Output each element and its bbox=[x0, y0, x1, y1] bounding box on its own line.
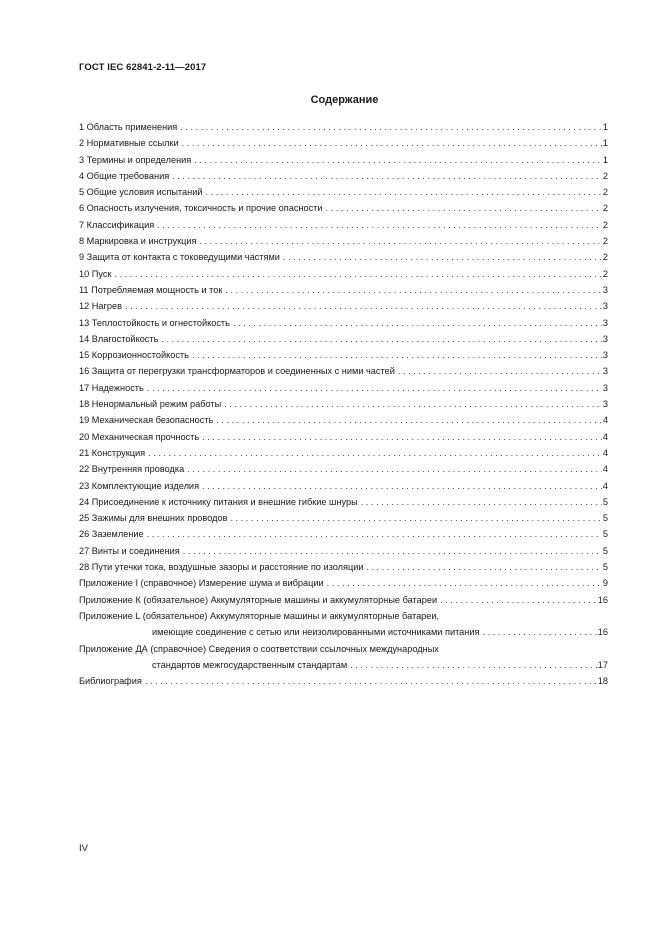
dot-leader bbox=[114, 266, 601, 282]
dot-leader bbox=[230, 510, 601, 526]
dot-leader bbox=[361, 494, 602, 510]
dot-leader bbox=[147, 526, 602, 542]
dot-leader bbox=[182, 135, 602, 151]
toc-page-number: 3 bbox=[602, 399, 608, 410]
dot-leader bbox=[225, 282, 601, 298]
toc-entry[interactable] bbox=[79, 559, 608, 575]
toc-entry[interactable] bbox=[79, 429, 608, 445]
toc-page-number: 4 bbox=[602, 464, 608, 475]
toc-entry-row bbox=[79, 217, 608, 233]
dot-leader bbox=[187, 461, 602, 477]
toc-entry-title: 18 Ненормальный режим работы bbox=[79, 399, 222, 410]
toc-entry-title: 23 Комплектующие изделия bbox=[79, 480, 200, 491]
toc-entry[interactable] bbox=[79, 347, 608, 363]
dot-leader bbox=[202, 478, 602, 494]
toc-entry-title: 22 Внутренняя проводка bbox=[79, 464, 185, 475]
toc-entry-title: 10 Пуск bbox=[79, 268, 112, 279]
dot-leader bbox=[148, 445, 602, 461]
toc-entry-row bbox=[79, 200, 608, 216]
toc-entry-row bbox=[79, 347, 608, 363]
toc-entry-title: 17 Надежность bbox=[79, 382, 144, 393]
toc-entry[interactable] bbox=[79, 119, 608, 135]
toc-entry[interactable] bbox=[79, 315, 608, 331]
dot-leader bbox=[157, 217, 602, 233]
document-code-header: ГОСТ IEC 62841-2-11—2017 bbox=[79, 62, 207, 73]
toc-page-number: 3 bbox=[602, 350, 608, 361]
toc-page-number: 9 bbox=[602, 578, 608, 589]
dot-leader bbox=[205, 184, 601, 200]
toc-entry[interactable] bbox=[79, 217, 608, 233]
toc-entry-row bbox=[79, 412, 608, 428]
dot-leader bbox=[233, 315, 602, 331]
toc-entry-title: 21 Конструкция bbox=[79, 447, 146, 458]
toc-entry-title: 13 Теплостойкость и огнестойкость bbox=[79, 317, 230, 328]
toc-page-number: 16 bbox=[597, 594, 608, 605]
dot-leader bbox=[350, 657, 597, 673]
toc-entry-title: Библиография bbox=[79, 676, 142, 687]
toc-page-number: 3 bbox=[602, 317, 608, 328]
toc-entry[interactable] bbox=[79, 200, 608, 216]
toc-page-number: 5 bbox=[602, 545, 608, 556]
toc-page-number: 2 bbox=[602, 252, 608, 263]
toc-entry-row bbox=[79, 657, 608, 673]
toc-entry-title: Приложение К (обязательное) Аккумуляторные машины и аккумуляторные батареи bbox=[79, 594, 438, 605]
dot-leader bbox=[192, 347, 602, 363]
toc-entry-row bbox=[79, 673, 608, 689]
toc-page-number: 2 bbox=[602, 236, 608, 247]
dot-leader bbox=[172, 168, 602, 184]
toc-entry[interactable] bbox=[79, 233, 608, 249]
toc-entry-row bbox=[79, 526, 608, 542]
toc-entry[interactable] bbox=[79, 363, 608, 379]
toc-entry-row bbox=[79, 510, 608, 526]
toc-entry[interactable] bbox=[79, 266, 608, 282]
toc-entry-row bbox=[79, 363, 608, 379]
toc-page-number: 4 bbox=[602, 480, 608, 491]
toc-page-number: 17 bbox=[597, 659, 608, 670]
toc-entry[interactable] bbox=[79, 282, 608, 298]
dot-leader bbox=[366, 559, 601, 575]
toc-page-number: 2 bbox=[602, 219, 608, 230]
toc-entry[interactable] bbox=[79, 135, 608, 151]
dot-leader bbox=[125, 298, 602, 314]
toc-page-number: 1 bbox=[602, 138, 608, 149]
toc-entry[interactable] bbox=[79, 526, 608, 542]
toc-entry-row bbox=[79, 575, 608, 591]
toc-entry[interactable] bbox=[79, 445, 608, 461]
toc-page-number: 5 bbox=[602, 529, 608, 540]
dot-leader bbox=[147, 380, 602, 396]
toc-entry-row bbox=[79, 494, 608, 510]
toc-entry-title: 27 Винты и соединения bbox=[79, 545, 180, 556]
toc-entry[interactable] bbox=[79, 608, 608, 641]
dot-leader bbox=[183, 543, 602, 559]
toc-entry[interactable] bbox=[79, 478, 608, 494]
toc-page-number: 4 bbox=[602, 447, 608, 458]
toc-entry[interactable] bbox=[79, 641, 608, 674]
dot-leader bbox=[145, 673, 597, 689]
toc-entry[interactable] bbox=[79, 396, 608, 412]
toc-page-number: 3 bbox=[602, 333, 608, 344]
toc-entry-title: 3 Термины и определения bbox=[79, 154, 192, 165]
dot-leader bbox=[194, 152, 602, 168]
dot-leader bbox=[327, 575, 602, 591]
toc-entry[interactable] bbox=[79, 543, 608, 559]
toc-entry-title: 1 Область применения bbox=[79, 122, 178, 132]
toc-page-number: 3 bbox=[602, 301, 608, 312]
toc-entry-title: 28 Пути утечки тока, воздушные зазоры и расстояние по изоляции bbox=[79, 562, 364, 573]
toc-entry-title: 8 Маркировка и инструкция bbox=[79, 236, 197, 247]
toc-page-number: 4 bbox=[602, 431, 608, 442]
toc-entry-title: 12 Нагрев bbox=[79, 301, 122, 312]
dot-leader bbox=[180, 119, 602, 135]
dot-leader bbox=[224, 396, 602, 412]
toc-entry-title: 25 Зажимы для внешних проводов bbox=[79, 513, 228, 524]
toc-entry-row bbox=[79, 184, 608, 200]
toc-entry-row bbox=[79, 478, 608, 494]
toc-page-number: 2 bbox=[602, 187, 608, 198]
toc-page-number: 4 bbox=[602, 415, 608, 426]
toc-entry[interactable] bbox=[79, 380, 608, 396]
toc-entry-row bbox=[79, 331, 608, 347]
toc-entry[interactable] bbox=[79, 152, 608, 168]
toc-entry-row bbox=[79, 315, 608, 331]
toc-entry[interactable] bbox=[79, 412, 608, 428]
toc-entry-title: 26 Заземление bbox=[79, 529, 144, 540]
toc-page-number: 2 bbox=[602, 203, 608, 214]
dot-leader bbox=[283, 249, 602, 265]
toc-page-number: 16 bbox=[597, 627, 608, 638]
toc-entry[interactable] bbox=[79, 184, 608, 200]
toc-entry-title: 11 Потребляемая мощность и ток bbox=[79, 284, 223, 295]
toc-entry[interactable] bbox=[79, 249, 608, 265]
toc-entry[interactable] bbox=[79, 168, 608, 184]
toc-entry-row bbox=[79, 592, 608, 608]
toc-entry-title: 2 Нормативные ссылки bbox=[79, 138, 179, 149]
toc-entry-title: 4 Общие требования bbox=[79, 170, 170, 181]
page-number: IV bbox=[79, 843, 88, 854]
toc-entry-row bbox=[79, 396, 608, 412]
toc-entry-title: 5 Общие условия испытаний bbox=[79, 187, 203, 198]
toc-entry-title: 14 Влагостойкость bbox=[79, 333, 159, 344]
toc-entry-row bbox=[79, 298, 608, 314]
dot-leader bbox=[202, 429, 602, 445]
toc-entry[interactable] bbox=[79, 331, 608, 347]
toc-entry-title: 7 Классификация bbox=[79, 219, 155, 230]
dot-leader bbox=[482, 624, 596, 640]
toc-page-number: 1 bbox=[602, 122, 608, 132]
toc-page-number: 5 bbox=[602, 562, 608, 573]
dot-leader bbox=[161, 331, 601, 347]
toc-entry-title: 19 Механическая безопасность bbox=[79, 415, 214, 426]
toc-entry-title: 20 Механическая прочность bbox=[79, 431, 200, 442]
toc-entry-title-continuation: имеющие соединение с сетью или неизолированными источниками питания bbox=[152, 627, 480, 638]
toc-page-number: 2 bbox=[602, 170, 608, 181]
toc-page-number: 3 bbox=[602, 382, 608, 393]
toc-entry-title: 9 Защита от контакта с токоведущими частями bbox=[79, 252, 280, 263]
toc-entry-title: 6 Опасность излучения, токсичность и прочие опасности bbox=[79, 203, 323, 214]
dot-leader bbox=[398, 363, 602, 379]
toc-entry-row bbox=[79, 624, 608, 640]
toc-page-number: 1 bbox=[602, 154, 608, 165]
toc-entry[interactable] bbox=[79, 510, 608, 526]
toc-entry-title: Приложение L (обязательное) Аккумуляторные машины и аккумуляторные батареи, bbox=[79, 610, 440, 621]
toc-page-number: 5 bbox=[602, 496, 608, 507]
toc-entry-row bbox=[79, 266, 608, 282]
dot-leader bbox=[326, 200, 602, 216]
toc-entry-row bbox=[79, 152, 608, 168]
toc-entry-row bbox=[79, 233, 608, 249]
toc-entry[interactable] bbox=[79, 298, 608, 314]
toc-entry-row bbox=[79, 282, 608, 298]
toc-entry-title: Приложение I (справочное) Измерение шума и вибрации bbox=[79, 578, 324, 589]
toc-entry-row bbox=[79, 249, 608, 265]
dot-leader bbox=[199, 233, 601, 249]
toc-entry-row bbox=[79, 429, 608, 445]
toc-entry-row bbox=[79, 543, 608, 559]
toc-entry-title: 16 Защита от перегрузки трансформаторов и соединенных с ними частей bbox=[79, 366, 395, 377]
dot-leader bbox=[216, 412, 602, 428]
toc-entry-row bbox=[79, 119, 608, 135]
toc-entry-row bbox=[79, 135, 608, 151]
toc-entry-row bbox=[79, 461, 608, 477]
toc-entry-row bbox=[79, 168, 608, 184]
toc-entry[interactable] bbox=[79, 575, 608, 591]
toc-entry[interactable] bbox=[79, 673, 608, 689]
toc-page-number: 5 bbox=[602, 513, 608, 524]
toc-entry[interactable] bbox=[79, 592, 608, 608]
toc-entry-title: 24 Присоединение к источнику питания и внешние гибкие шнуры bbox=[79, 496, 358, 507]
table-of-contents bbox=[79, 119, 608, 689]
toc-entry-row bbox=[79, 380, 608, 396]
toc-entry-title: 15 Коррозионностойкость bbox=[79, 350, 189, 361]
toc-entry-title: Приложение ДА (справочное) Сведения о соответствии ссылочных международных bbox=[79, 643, 439, 654]
toc-entry-row bbox=[79, 559, 608, 575]
toc-page-number: 2 bbox=[602, 268, 608, 279]
toc-page-number: 18 bbox=[597, 676, 608, 687]
toc-entry[interactable] bbox=[79, 461, 608, 477]
dot-leader bbox=[440, 592, 597, 608]
toc-page-number: 3 bbox=[602, 366, 608, 377]
page-title: Содержание bbox=[310, 94, 379, 106]
toc-entry-title-continuation: стандартов межгосударственным стандартам bbox=[152, 659, 348, 670]
toc-page-number: 3 bbox=[602, 284, 608, 295]
toc-entry[interactable] bbox=[79, 494, 608, 510]
toc-entry-row bbox=[79, 445, 608, 461]
